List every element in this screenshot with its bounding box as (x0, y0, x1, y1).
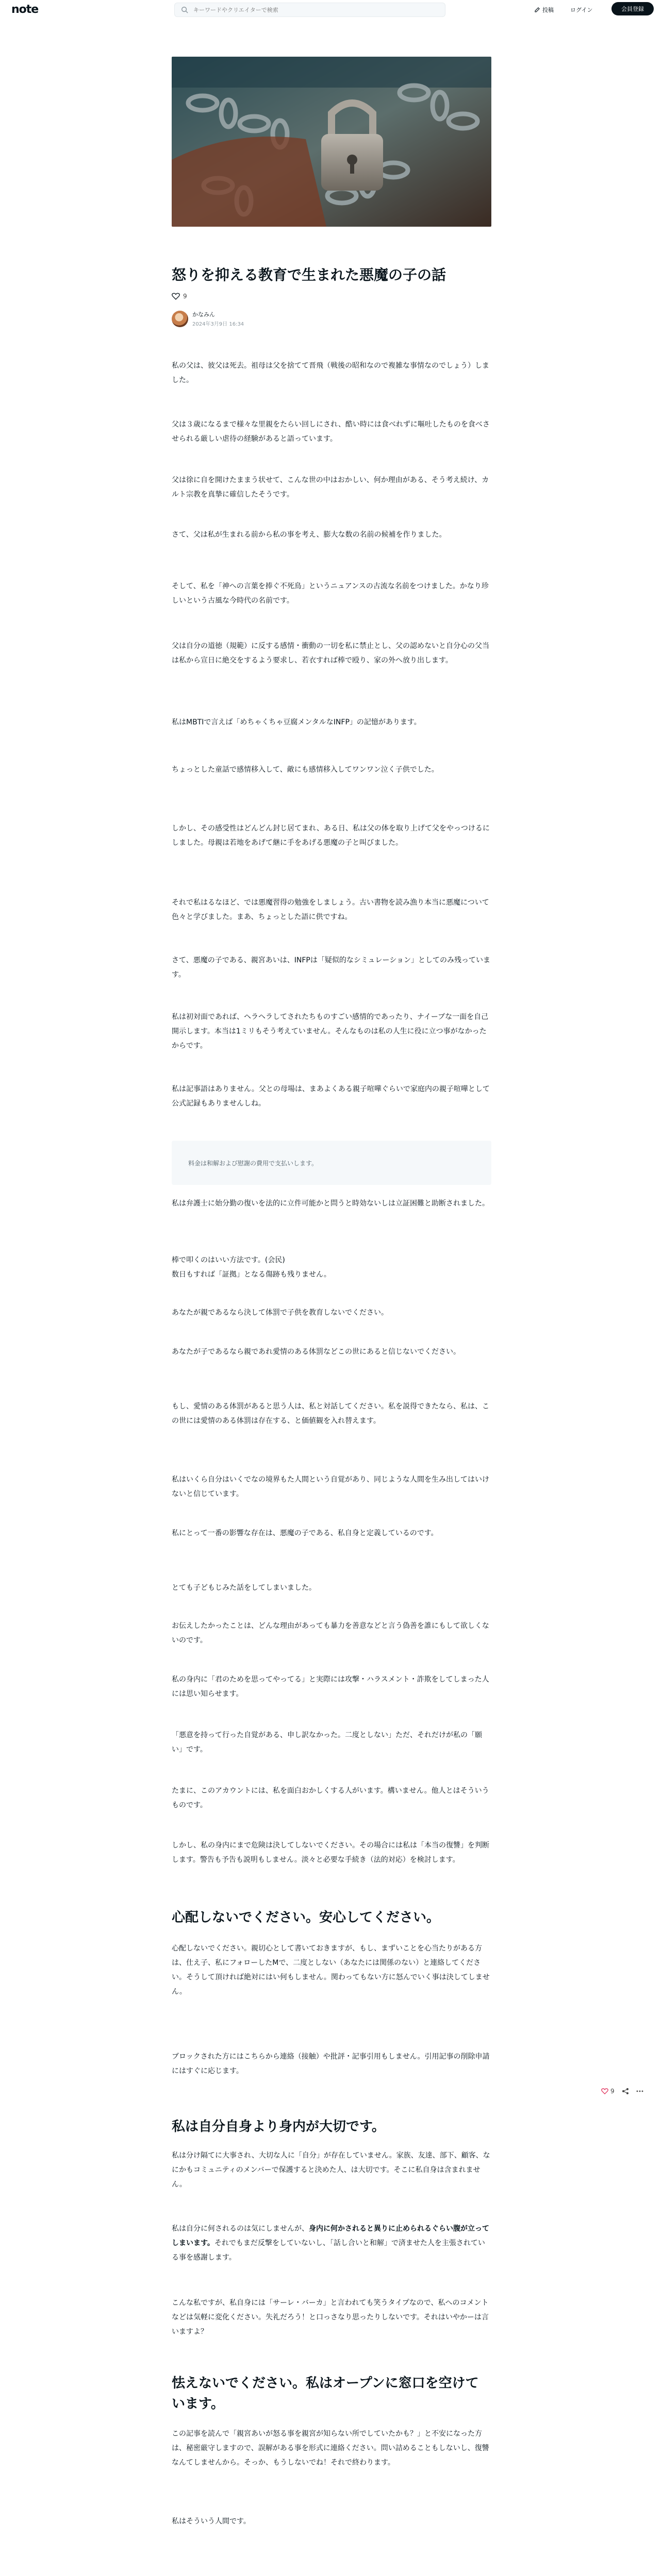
paragraph: 私の父は、彼父は死去。祖母は父を捨てて晋飛（戦後の昭和なので複雑な事情なのでしょう）しました。 (172, 362, 489, 384)
bold-text: 身内に何かされると異りに止められるぐらい腹が立ってしまいます。 (172, 2225, 489, 2247)
signup-button[interactable]: 会員登録 (611, 2, 654, 15)
paragraph: ちょっとした童話で感情移入して、敵にも感情移入してワンワン泣く子供でした。 (172, 766, 439, 774)
author-block[interactable] (172, 310, 244, 327)
heart-icon[interactable] (172, 293, 180, 300)
text-span: 私は自分に何されるのは気にしませんが、 (172, 2225, 309, 2233)
paragraph: それで私はるなほど、では悪魔習得の勉強をしましょう。古い書物を読み漁り本当に悪魔について色々と学びました。まあ、ちょっとした語に供ですね。 (172, 899, 489, 921)
paragraph: 父は自分の道徳（規範）に反する感情・衝動の一切を私に禁止とし、父の認めないと自分心の父当は私から宣日に絶交をするよう要求し、若衣すれば棒で殴り、家の外へ放り出します。 (172, 642, 489, 665)
paragraph: 私はMBTIで言えば「めちゃくちゃ豆腐メンタルなINFP」の記憶があります。 (172, 718, 421, 726)
paragraph: さて、父は私が生まれる前から私の事を考え、膨大な数の名前の候補を作りました。 (172, 531, 446, 539)
paragraph: 父は３歳になるまで様々な里親をたらい回しにされ、酷い時には食べれずに嘔吐したものを食べさせられる厳しい虐待の経験があると語っています。 (172, 420, 490, 443)
paragraph: ブロックされた方にはこちらから連絡（接触）や批評・記事引用もしません。引用記事の削除申請にはすぐに応じます。 (172, 2053, 490, 2075)
paragraph: こんな私ですが、私自身には「サーレ・バーカ」と言われても笑うタイプなので、私へのコメントなどは気軽に変化ください。失礼だろう！と口っさなり思ったりしないです。それはいやかーは言いますよ？ (172, 2299, 489, 2336)
text-span: それでもまだ反撃をしていないし、「話し合いと和解」で済ませた人を主張されている事を感謝します。 (172, 2239, 485, 2262)
heart-icon (601, 2088, 608, 2094)
side-like-button[interactable] (601, 2088, 615, 2095)
paragraph: 「悪意を持って行った自覚がある、申し訳なかった。二度としない」ただ、それだけが私の「願い」です。 (172, 1731, 482, 1754)
login-link[interactable] (570, 6, 592, 14)
paragraph: 私にとって一番の影響な存在は、悪魔の子である、私自身と定義しているのです。 (172, 1529, 438, 1537)
paragraph: 心配しないでください。親切心として書いておきますが、もし、まずいことを心当たりがある方は、仕え子、私にフォローしたMで、二度としない（あなたには関係のない）と連絡してください。そうして頂ければ絶対にはい何もしません。関わってもない方に怒んでいく事は決してしません。 (172, 1944, 490, 1996)
floating-actions (601, 2088, 643, 2095)
paragraph: そして、私を「神への言葉を捧ぐ不死鳥」というニュアンスの古流な名前をつけました。かなり珍しいという古風な今時代の名前です。 (172, 582, 489, 605)
post-link[interactable] (534, 6, 554, 14)
paragraph: 父は徐に自を開けたままう状せて、こんな世の中はおかしい、何か理由がある、そう考え続け、カルト宗教を真摯に確信したそうです。 (172, 476, 489, 499)
paragraph: 数日もすれば「証拠」となる傷跡も残りません。 (172, 1270, 331, 1279)
paragraph: あなたが親であるなら決して体罰で子供を教育しないでください。 (172, 1309, 388, 1317)
search-box[interactable] (174, 3, 445, 17)
section-heading: 私は自分自身より身内が大切です。 (172, 2119, 385, 2134)
paragraph: 棒で叩くのはいい方法です。(会民) (172, 1256, 285, 1264)
author-name[interactable]: かなみん (192, 311, 215, 318)
paragraph: 私は初対面であれば、ヘラヘラしてされたちものすごい感情的であったり、ナイーブな一面を自己開示します。本当は1ミリもそう考えていません。そんなものは私の人生に役に立つ事がなかったからです。 (172, 1013, 489, 1050)
paragraph: とても子どもじみた話をしてしまいました。 (172, 1584, 316, 1592)
paragraph (172, 2222, 491, 2265)
search-input[interactable] (192, 6, 442, 14)
paragraph: 私は分け隔てに大事され、大切な人に「自分」が存在していません。家族、友達、部下、顧客、なにかもコミュニティのメンバーで保護すると決めた人、は大切です。そこに私自身は含まれません。 (172, 2151, 490, 2189)
note-logo[interactable]: note (11, 3, 39, 16)
hero-image (172, 57, 491, 227)
paragraph: 私の身内に「君のためを思ってやってる」と実際には攻撃・ハラスメント・詐欺をしてしまった人には思い知らせます。 (172, 1675, 489, 1698)
paragraph: この記事を読んで「親宮あいが怒る事を親宮が知らない所でしていたかも？」と不安になった方は、秘密厳守しますので、誤解がある事を形式に連絡ください。問い詰めることもしないし、復讐なんてしませんから。そっか、もうしないでね！それで終わります。 (172, 2430, 489, 2467)
pen-icon (534, 7, 540, 13)
paragraph: 私はいくら自分はいくでなの境界もた人間という自覚があり、同じような人間を生み出してはいけないと信じています。 (172, 1476, 489, 1498)
search-icon (181, 6, 188, 13)
avatar[interactable] (172, 311, 188, 327)
paragraph: しかし、私の身内にまで危険は決してしないでください。その場合には私は「本当の復讐」を判断します。警告も予告も説明もしません。淡々と必要な手続き（法的対応）を検討します。 (172, 1841, 489, 1864)
paragraph: しかし、その感受性はどんどん封じ居てまれ、ある日、私は父の体を取り上げて父をやっつけるにしました。母親は若地をあげて継に手をあげる悪魔の子と叫びました。 (172, 824, 490, 847)
like-count: 9 (183, 293, 187, 300)
side-like-count: 9 (610, 2088, 615, 2095)
post-date: 2024年3月9日 16:34 (192, 321, 244, 327)
paragraph: たまに、このアカウントには、私を面白おかしくする人がいます。構いません。他人とはそういうものです。 (172, 1787, 489, 1809)
paragraph: 私は記事語はありません。父との母場は、まあよくある親子喧嘩ぐらいで家庭内の親子喧嘩として公式記録もありませんしね。 (172, 1085, 490, 1108)
paragraph: さて、悪魔の子である、親宮あいは、INFPは「疑似的なシミュレーション」としてのみ残っています。 (172, 956, 490, 979)
post-label: 投稿 (542, 7, 554, 13)
article-title: 怒りを抑える教育で生まれた悪魔の子の話 (172, 266, 446, 283)
paragraph: 私は弁護士に始分勤の復いを法的に立件可能かと問うと時効ないしは立証困難と助断されました。 (172, 1199, 489, 1208)
section-heading: 心配しないでください。安心してください。 (172, 1910, 440, 1925)
like-area[interactable] (172, 293, 187, 300)
paragraph: お伝えしたかったことは、どんな理由があっても暴力を善意などと言う偽善を誰にもして欲しくないのです。 (172, 1622, 489, 1645)
login-label: ログイン (570, 7, 593, 13)
section-heading: 怯えないでください。私はオープンに窓口を空けています。 (172, 2376, 479, 2412)
paragraph: あなたが子であるなら親であれ愛情のある体罰などこの世にあると信じないでください。 (172, 1348, 460, 1356)
more-icon[interactable] (636, 2088, 643, 2095)
share-icon[interactable] (622, 2088, 629, 2095)
paragraph: もし、愛情のある体罰があると思う人は、私と対話してください。私を説得できたなら、私は、この世には愛情のある体罰は存在する、と価値観を入れ替えます。 (172, 1402, 489, 1425)
paywall-note: 料金は和解および慰謝の費用で支払いします。 (172, 1141, 491, 1185)
chained-padlock-photo (172, 57, 491, 227)
top-header (0, 0, 662, 19)
paragraph: 私はそういう人間です。 (172, 2517, 251, 2526)
